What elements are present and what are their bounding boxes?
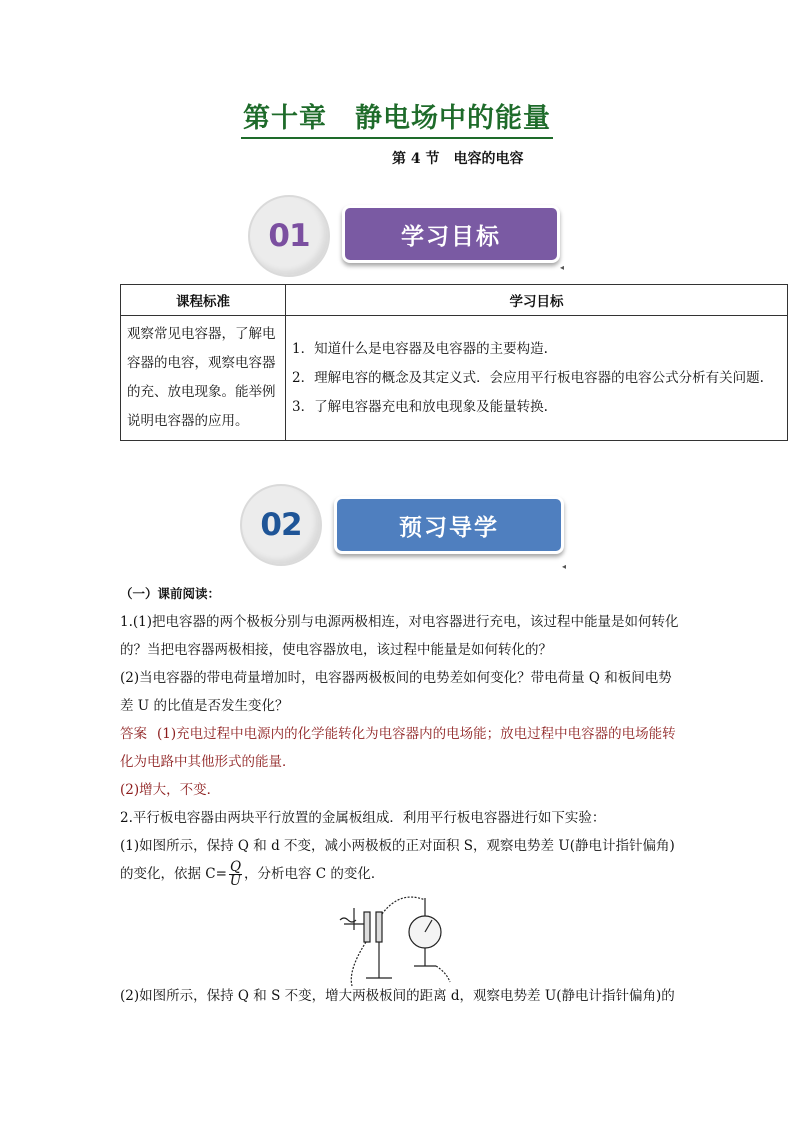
answer-label: 答案 bbox=[120, 726, 147, 742]
banner-number: 02 bbox=[260, 507, 302, 543]
question-2-part-1-text: (1)如图所示，保持 Q 和 d 不变，减小两极板的正对面积 S，观察电势差 U(静电计指针偏角)的变化，依据 C= bbox=[120, 838, 675, 882]
question-1-part-2: (2)当电容器的带电荷量增加时，电容器两极板间的电势差如何变化？带电荷量 Q 和板间电势差 U 的比值是否发生变化？ bbox=[120, 670, 672, 714]
banner-learning-goals bbox=[248, 195, 568, 285]
answer-2: (2)增大，不变． bbox=[120, 782, 221, 798]
table-row bbox=[121, 316, 788, 441]
learning-goals-table bbox=[120, 284, 788, 441]
banner-label: 学习目标 bbox=[342, 205, 560, 263]
question-2-part-1-tail: ，分析电容 C 的变化． bbox=[244, 866, 385, 882]
banner-preview-guide bbox=[240, 484, 570, 574]
objectives-cell bbox=[286, 316, 788, 441]
preview-heading: （一）课前阅读： bbox=[120, 586, 221, 601]
paragraph-mark-icon: ◂ bbox=[560, 263, 565, 272]
chapter-title: 第十章 静电场中的能量 bbox=[0, 96, 794, 135]
banner-number-badge bbox=[240, 484, 322, 566]
banner-label: 预习导学 bbox=[334, 496, 564, 554]
objective-item: 2．理解电容的概念及其定义式．会应用平行板电容器的电容公式分析有关问题. bbox=[292, 369, 764, 386]
fraction-denominator: U bbox=[229, 873, 242, 889]
banner-number-badge bbox=[248, 195, 330, 277]
objective-item: 1．知道什么是电容器及电容器的主要构造. bbox=[292, 340, 548, 357]
capacitor-electroscope-figure bbox=[330, 890, 460, 990]
banner-number: 01 bbox=[268, 218, 310, 254]
objective-item: 3．了解电容器充电和放电现象及能量转换. bbox=[292, 398, 548, 415]
curriculum-standard-cell: 观察常见电容器，了解电容器的电容，观察电容器的充、放电现象。能举例说明电容器的应用。 bbox=[121, 316, 286, 441]
paragraph-mark-icon: ◂ bbox=[562, 562, 567, 571]
table-header-objectives: 学习目标 bbox=[286, 285, 788, 316]
table-header-row bbox=[121, 285, 788, 316]
capacitance-fraction bbox=[229, 861, 242, 888]
question-2-part-1 bbox=[120, 832, 680, 888]
section-title: 第 4 节 电容的电容 bbox=[392, 151, 524, 167]
table-header-standard: 课程标准 bbox=[121, 285, 286, 316]
question-1-part-1: 1.(1)把电容器的两个极板分别与电源两极相连，对电容器进行充电，该过程中能量是如何转化的？当把电容器两极相接，使电容器放电，该过程中能量是如何转化的？ bbox=[120, 614, 679, 658]
fraction-numerator: Q bbox=[229, 859, 242, 875]
answer-1-text: (1)充电过程中电源内的化学能转化为电容器内的电场能；放电过程中电容器的电场能转化为电路中其他形式的能量． bbox=[120, 726, 676, 770]
answer-1 bbox=[120, 720, 680, 776]
question-2: 2.平行板电容器由两块平行放置的金属板组成．利用平行板电容器进行如下实验： bbox=[120, 810, 606, 826]
question-2-part-2: (2)如图所示，保持 Q 和 S 不变，增大两极板间的距离 d，观察电势差 U(静电计指针偏角)的 bbox=[120, 988, 675, 1004]
